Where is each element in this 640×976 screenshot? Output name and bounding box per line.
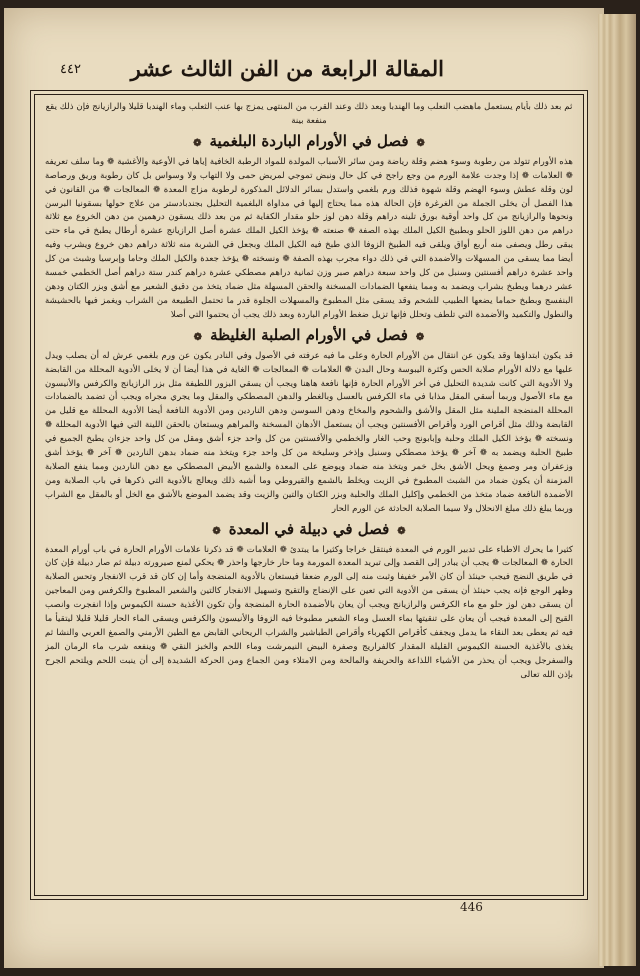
text-frame [34, 94, 584, 896]
section-heading-cold-phlegmatic-swellings: ❁ فصل في الأورام الباردة البلغمية ❁ [45, 132, 573, 153]
page-header [54, 54, 564, 94]
manuscript-page [4, 8, 604, 968]
running-title: المقالة الرابعة من الفن الثالث عشر [130, 56, 444, 81]
section-heading-stomach-abscess: ❁ فصل في دبيلة في المعدة ❁ [45, 520, 573, 541]
section-heading-hard-thick-swellings: ❁ فصل في الأورام الصلبة الغليظة ❁ [45, 326, 573, 347]
book-page-edges [598, 14, 636, 966]
header-page-number: ٤٤٢ [60, 62, 81, 77]
intro-paragraph: ثم بعد ذلك بأيام يستعمل ماهضب النعلب وما الهندبا وبعد ذلك وعند القرب من المنتهى يمزج بها عنب الثعلب وماء الهندبا قليلا والرازيانج فإن ذلك يقع منفعة بينة [45, 102, 573, 126]
footer-page-number: 446 [460, 900, 483, 914]
section-body-stomach-abscess: كثيرا ما يحرك الاطباء على تدبير الورم في المعدة فينتقل خراجا وكثيرا ما يبتدئ ❁ العلامات ❁ قد ذكرنا علامات الأورام الحارة في باب أورام المعدة الحارة ❁ المعالجات ❁ يجب أن يبادر إلى القصد وإلى تبريد المعدة المورمة وما حار خارجها واحذر ❁ يحكي لمنع صيرورته دبيلة ثم صار دبيلة فإن كان في طريق النضج فيجب حينئذ أن كان الأمر خفيفا وثبت منه إلى الورم ضعفا فيستعان بالأدوية المنضجة وأما إن كان قد قرب الانفجار وتحس الصلابة وظهر الوجع فإنه يجب حينئذ أن يسقى من الأدوية التي تعين على الإنضاج والتقيح وتسهيل الانفجار كالتين والشعير المطبوخ والكرفس ومن المعاجين أن يسقى دهن لوز حلو مع ماء الكرفس والرازيانج ويجب أن يعان بالأضمدة الحارة المنضجة وأن تكون الأغذية حسنة الكيموس وإذا انفجرت وانصب القيح إلى المعدة فيجب أن يعان على تنقيتها بماء العسل وماء الشعير مطبوخا فيه الزوفا والأنيسون والكرفس ويسقى الماء الحار قليلا قليلا ليتقيأ ما فيه ثم يعطى بعد النقاء ما يدمل ويجفف كأقراص الكهرباء وأقراص الطباشير والشراب الريحاني القابض مع الطين الأرمني والصمغ العربي والنشا ثم يغذى بالأغذية الحسنة الكيموس القليلة المقدار كالفراريج وصفرة البيض النيمرشت وماء اللحم والخبز النقي ❁ وينفعه شرب ماء الرمان المز والسفرجل ويجب أن يحذر من الأشياء اللذاعة والحريفة والمالحة ومن الامتلاء ومن الجماع ومن الحركة الشديدة إلى أن ينبت اللحم ويلتحم الجرح بإذن الله تعالى [45, 544, 573, 680]
section-body-hard-thick-swellings: قد يكون ابتداؤها وقد يكون عن انتقال من الأورام الحارة وعلى ما فيه عرفته في الأصول وفي النادر يكون عن ورم بلغمي عرش له أن يصلب ويدل عليها مع دلالة الأورام صلابة الحس وكثرة اليبوسة وحال البدن ❁ العلامات ❁ المعالجات ❁ الغاية في هذا أيضا أن لا يخلى الأدوية المحللة من القابضة ولا الأدوية التي كانت شديدة التحليل في أخر الأورام الحارة فإنها نافعة هاهنا ويجب أن يسقي البزور اللطيفة مثل بزر الرازيانج والكرفس والأنيسون مع ماء الأصول وربما أسقي المقل مذابا في ماء الكرفس بالعسل وبالغطر والدهن المصطكي والمقل وما يجري مجراه ويجب أن تضمد بالضمادات المحللة المنضجة الملينة مثل المقل والأشق والشحوم والمخاخ ودهن السوسن ودهن الناردين ومن الأدوية النافعة أيضا الأدوية المحللة مع قليل من القابضة وذلك مثل أقراص الورد وأقراص الأفسنتين ويجب أن يستعمل الأدهان المسخنة والمراهم ويستعان بالحقن اللينة التي فيها الأدوية المحللة ❁ ونسخته ❁ يؤخذ الكيل الملك وحلبة وإبابونج وحب الغار والخطمي والأفسنتين من كل واحد جزء أشق ومقل من كل واحد جزءان يطبخ الجميع في طبيخ الحلبة ويضمد به ❁ آخر ❁ يؤخذ مصطكي وسنبل وإذخر وسليخة من كل واحد جزء ويتخذ منه ضماد بدهن الناردين ❁ آخر ❁ يؤخذ أشق وزعفران ومر وصمغ ويحل الأشق بخل خمر ويتخذ منه ضماد ويوضع على المعدة والشمع الأبيض المصطكي مع دهن الناردين ومما ينفع الصلابة المزمنة أن يكون ضماد من الشبث المطبوخ في الزيت ويخلط بالشمع والقيروطي وما أشبه ذلك ويعالج بالأدوية التي ذكرها في باب الصلابة ومن الأضمدة النافعة ضماد متخذ من الخطمي وإكليل الملك والحلبة وبزر الكتان والتين والزيت وقد يضمد الموضع بالأشق مع الخل أو بالمقل مع الشراب وربما يبلغ ذلك مبلغ الانحلال ولا سيما الصلابة الحادثة عن الورم الحار [45, 350, 573, 514]
section-body-cold-phlegmatic-swellings: هذه الأورام تتولد من رطوبة وسوء هضم وقلة رياضة ومن سائر الأسباب المولدة للمواد الرطبة الخافية إياها في الأوعية والأغشية ❁ وما سلف تعريفه ❁ العلامات ❁ إذا وجدت علامة الورم من وجع راجح في كل حال ونبض تموجي لمريض حمى ولا التهاب ولا وسواس بل كان رطوبة وريق ورصاصة لون وقلة عطش وسوء الهضم وقلة شهوة فذلك ورم بلغمي واستدل بسائر الدلائل المذكورة لرطوبة مزاج المعدة ❁ المعالجات ❁ من القانون في هذا الفصل أن يخلى الجملة من الغرغرة فإن الحالة هذه مما يحتاج إليها في مداواة البلغمية التحليل بجندبادستر من علاج حولها بسقونيا البرسن ونحوها والرازيانج من كل واحد أوقية بورق تلينه دراهم وقلة دهن لوز حلو مقدار الكفاية ثم من بعد ذلك يسقون درهمين من دهن الخروع مع ثلاثة دراهم من دهن اللوز الحلو وبطبيخ الكيل الملك بهذه الصفة ❁ صنعته ❁ يؤخذ الكيل الملك عشرة أصل الرازيانج عشرة أرطال يطبخ في ماء حتى يبقى رطل ويصفى منه أربع أواق ويلقى فيه الطبيخ الزوفا الذي طبخ فيه الكيل الملك وبجعل في الشربة منه ثلاثة دراهم دهن خروع ويشرب وفيه أيضا مما يسقى من المسهلات والأضمدة التي في ذلك دواء مجرب بهذه الصفة ❁ ونسخته ❁ يؤخذ جعدة والكيل الملك وحاما وإبرسيا وشبث من كل واحد عشرة دراهم أفسنتين وسنبل من كل واحد سبعة دراهم صبر وزن ثمانية دراهم مصطكي عشرة دراهم كندر ستة دراهم أصل الخطمي خمسة عشر درهما ويطبخ بشراب ويضمد به ومما ينفعها الضمادات المسخنة والحقن المسهلة مثل ضماد يتخذ من دقيق الشعير مع أشق وبزر الكتان ودهن البنفسج وبطبخ حماما يضعها الطبيب للشحم وقد يسقى مثل المطبوخ والمسهلات الجلوة قدر ما تحتمل الطبيعة من الشراب ويغمز فيها بالحشيشة والنطول والتكميد والأضمدة التي تلطف وتحلل فإنها تزيل ضغط الأورام الباردة وبعد ذلك يجب أن يحتموا التي أصلا [45, 156, 573, 320]
text-block [45, 101, 573, 889]
